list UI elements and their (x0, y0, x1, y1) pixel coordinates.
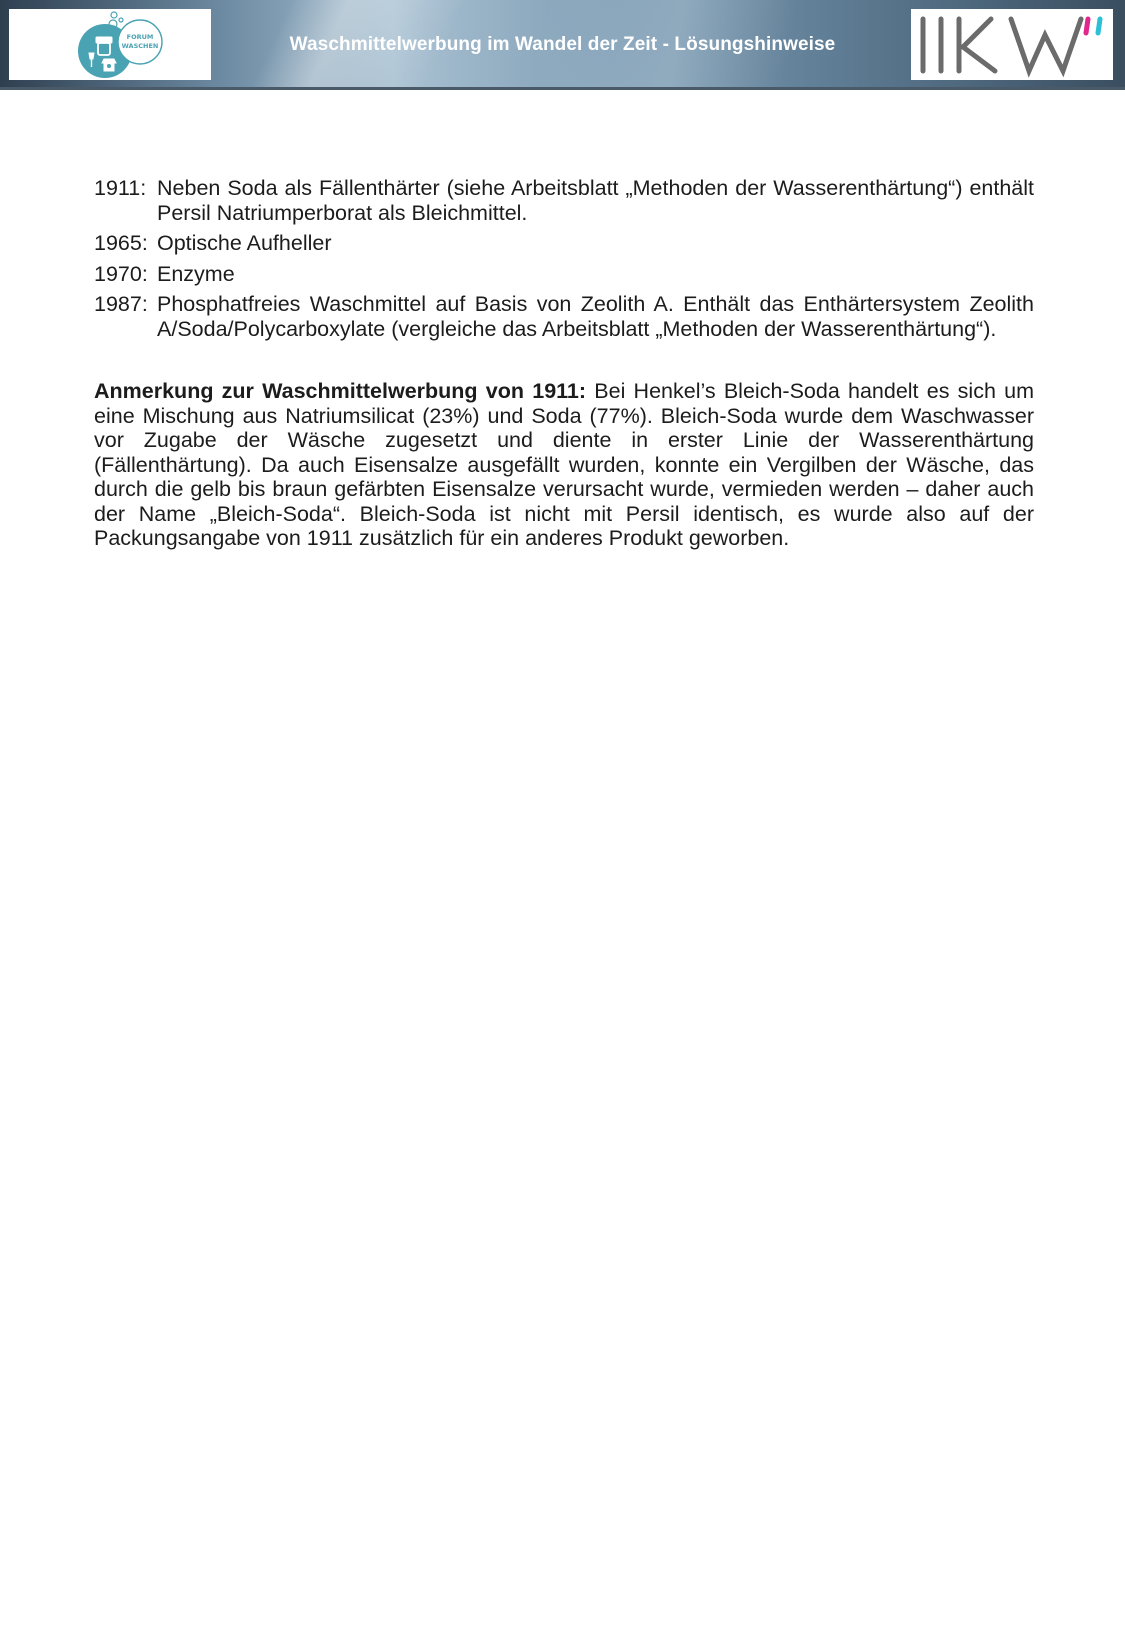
ikw-logo (911, 9, 1113, 80)
document-body (94, 176, 1034, 572)
timeline-entry-1987 (94, 292, 1034, 341)
timeline-text: Enzyme (157, 261, 235, 286)
timeline-entry-1970 (94, 262, 1034, 287)
timeline-text: Optische Aufheller (157, 231, 332, 255)
forum-waschen-logo (9, 9, 211, 80)
forum-logo-text-1: FORUM (126, 33, 154, 41)
page-title: Waschmittelwerbung im Wandel der Zeit - Lösungshinweise (289, 34, 836, 55)
timeline-year: 1987: (94, 292, 148, 316)
timeline-year: 1911: (94, 176, 147, 200)
timeline-entry-1911 (94, 176, 1034, 225)
ikw-logo-graphic (911, 9, 1113, 80)
page-header (0, 0, 1125, 90)
note-text: Bei Henkel’s Bleich-Soda handelt es sich um eine Mischung aus Natriumsilicat (23%) und Soda (77%). Bleich-Soda wurde dem Waschwasser vor Zugabe der Wäsche zugesetzt und diente in erster Linie der Wasserenthärtung (Fällenthärtung). Da auch Eisensalze ausgefällt wurden, konnte ein Vergilben der Wäsche, das durch die gelb bis braun gefärbten Eisensalze verursacht wurde, vermieden werden – daher auch der Name „Bleich-Soda“. Bleich-Soda ist nicht mit Persil identisch, es wurde also auf der Packungsangabe von 1911 zusätzlich für ein anderes Produkt geworben. (94, 379, 1035, 550)
note-label: Anmerkung zur Waschmittelwerbung von 1911: (94, 379, 587, 403)
timeline-text: Neben Soda als Fällenthärter (siehe Arbeitsblatt „Methoden der Wasserenthärtung“) enthält Persil Natriumperborat als Bleichmittel. (157, 176, 1034, 225)
forum-waschen-logo-graphic (9, 9, 211, 80)
timeline-text: Phosphatfreies Waschmittel auf Basis von Zeolith A. Enthält das Enthärtersystem Zeolith A/Soda/Polycarboxylate (vergleiche das Arbeitsblatt „Methoden der Wasserenthärtung“). (157, 292, 1034, 341)
forum-logo-text-2: WASCHEN (121, 42, 159, 50)
timeline-entry-1965 (94, 231, 1034, 256)
timeline-year: 1970: (94, 261, 148, 286)
timeline-year: 1965: (94, 231, 148, 255)
advertising-note (94, 379, 1034, 551)
